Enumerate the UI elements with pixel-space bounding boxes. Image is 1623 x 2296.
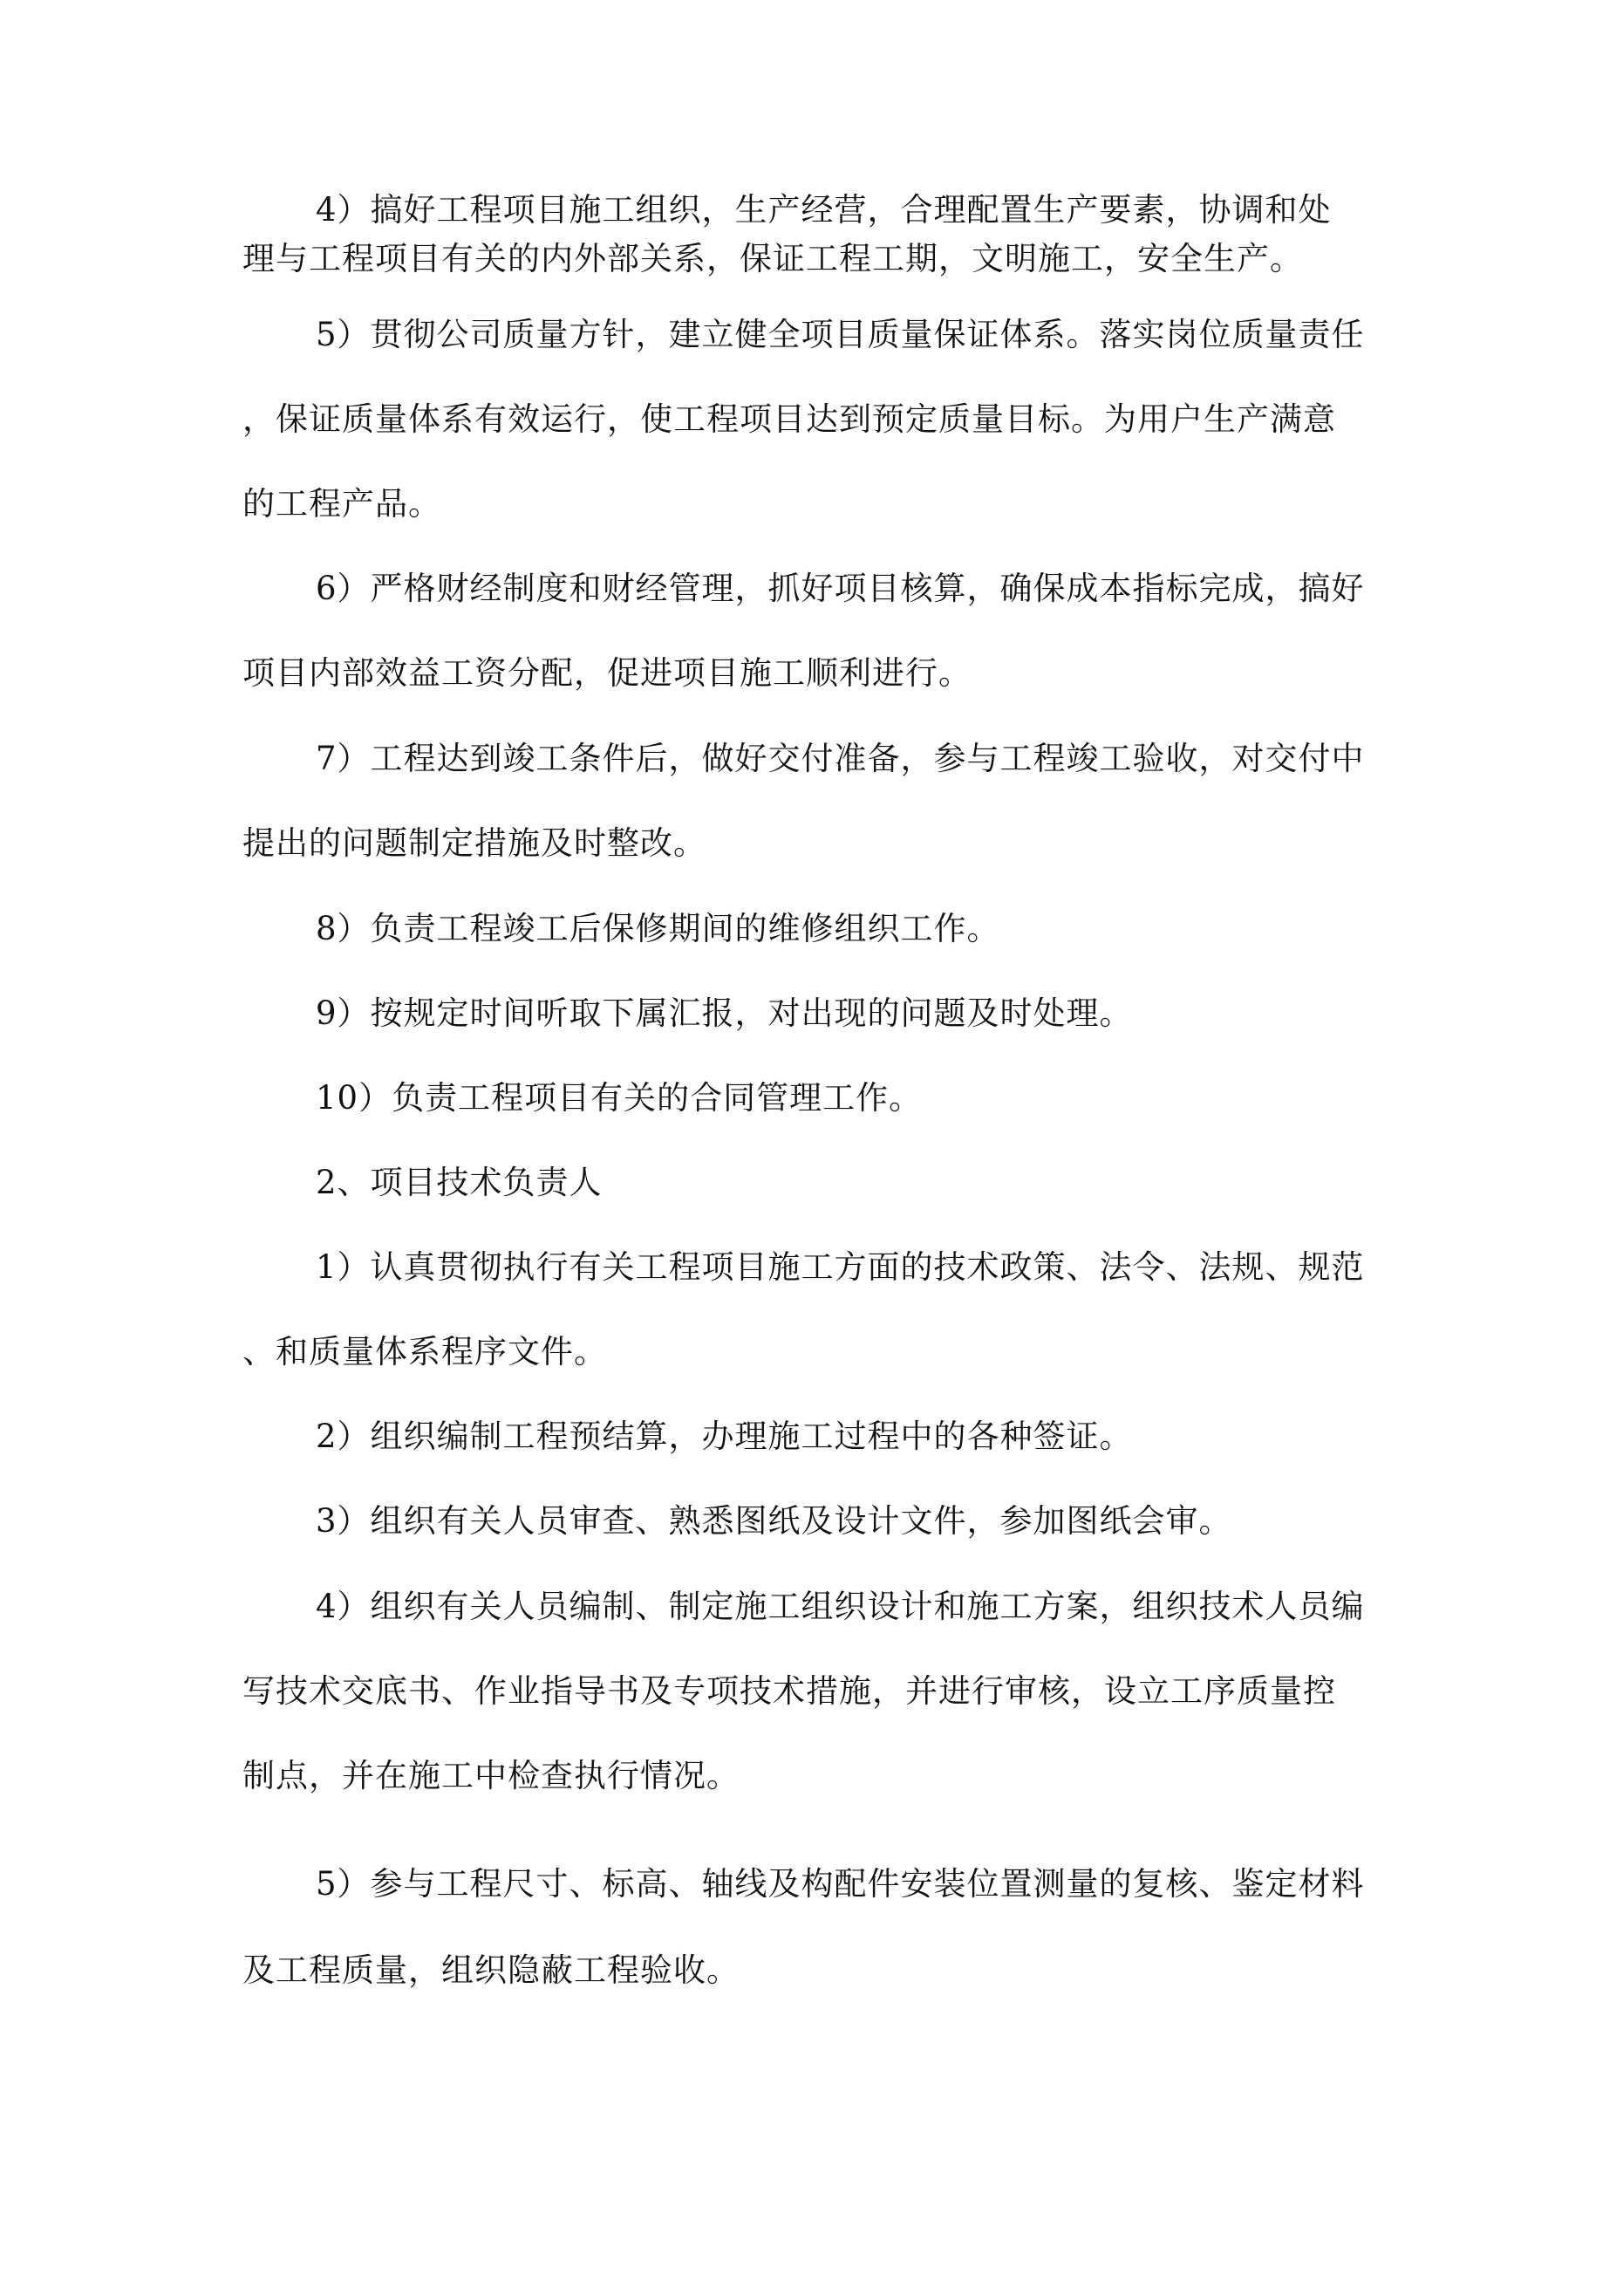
text-line: 写技术交底书、作业指导书及专项技术措施，并进行审核，设立工序质量控 <box>242 1672 1336 1710</box>
text-line: 3）组织有关人员审查、熟悉图纸及设计文件，参加图纸会审。 <box>316 1502 1232 1540</box>
text-line: 提出的问题制定措施及时整改。 <box>242 824 706 862</box>
text-line: 9）按规定时间听取下属汇报，对出现的问题及时处理。 <box>316 994 1133 1032</box>
section-heading: 2、项目技术负责人 <box>316 1164 603 1201</box>
text-line: 项目内部效益工资分配，促进项目施工顺利进行。 <box>242 654 972 692</box>
text-line: 及工程质量，组织隐蔽工程验收。 <box>242 1951 740 1989</box>
text-line: 5）参与工程尺寸、标高、轴线及构配件安装位置测量的复核、鉴定材料 <box>316 1865 1365 1903</box>
text-line: 、和质量体系程序文件。 <box>242 1333 607 1370</box>
text-line: 2）组织编制工程预结算，办理施工过程中的各种签证。 <box>316 1418 1133 1455</box>
text-line: 理与工程项目有关的内外部关系，保证工程工期，文明施工，安全生产。 <box>242 240 1303 277</box>
text-line: 5）贯彻公司质量方针，建立健全项目质量保证体系。落实岗位质量责任 <box>316 316 1365 353</box>
text-line: 4）搞好工程项目施工组织，生产经营，合理配置生产要素，协调和处 <box>316 191 1332 229</box>
text-line: 制点，并在施工中检查执行情况。 <box>242 1757 740 1794</box>
text-line: 8）负责工程竣工后保修期间的维修组织工作。 <box>316 910 1000 947</box>
text-line: 10）负责工程项目有关的合同管理工作。 <box>316 1079 923 1117</box>
text-line: 的工程产品。 <box>242 485 441 523</box>
text-line: 6）严格财经制度和财经管理，抓好项目核算，确保成本指标完成，搞好 <box>316 570 1365 607</box>
text-line: 1）认真贯彻执行有关工程项目施工方面的技术政策、法令、法规、规范 <box>316 1248 1365 1286</box>
text-line: 4）组织有关人员编制、制定施工组织设计和施工方案，组织技术人员编 <box>316 1588 1365 1625</box>
text-line: ，保证质量体系有效运行，使工程项目达到预定质量目标。为用户生产满意 <box>242 400 1336 438</box>
text-line: 7）工程达到竣工条件后，做好交付准备，参与工程竣工验收，对交付中 <box>316 740 1365 777</box>
